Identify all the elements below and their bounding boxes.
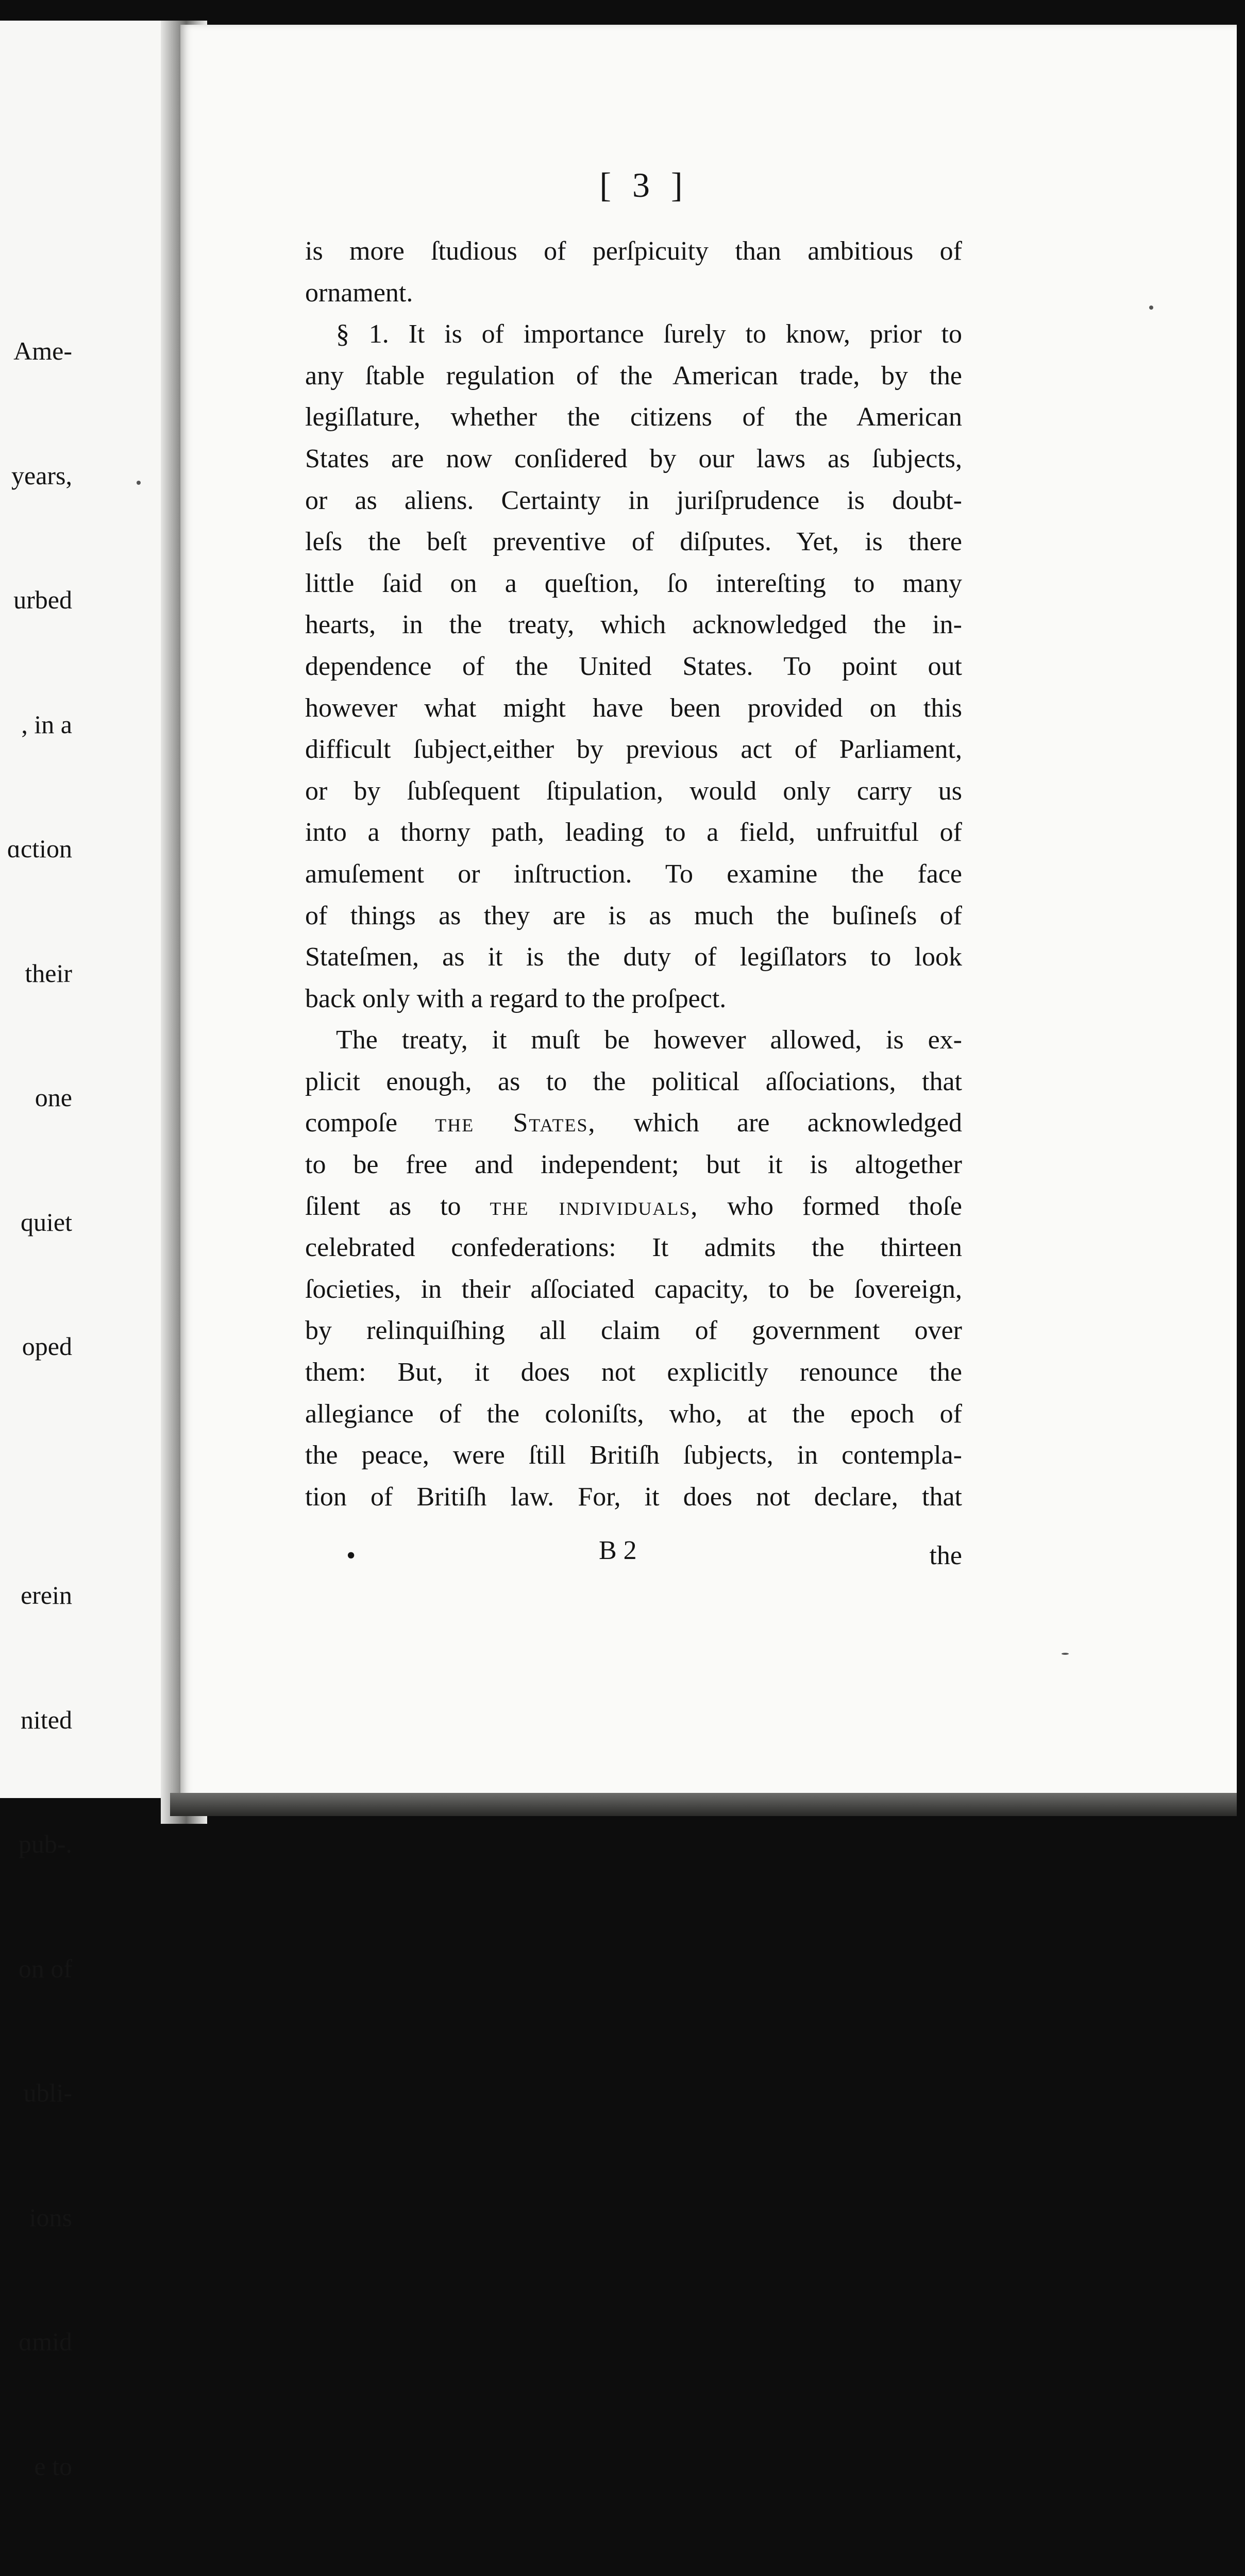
left-line: , in a	[21, 709, 72, 739]
page-bottom-edge	[170, 1793, 1237, 1816]
left-line: on of	[18, 1954, 72, 1983]
text-line: Stateſmen, as it is the duty of legiſlators to look	[305, 942, 962, 972]
page-footer	[305, 1535, 962, 1577]
paper-speck	[1149, 306, 1153, 310]
section-start-line: § 1. It is of importance ſurely to know, prior to	[336, 319, 962, 349]
page-number: [ 3 ]	[599, 165, 689, 205]
left-line: ions	[29, 2202, 72, 2232]
text-line: or by ſubſequent ſtipulation, would only carry us	[305, 776, 962, 806]
text-line: difficult ſubject,either by previous act of Parliament,	[305, 735, 962, 765]
text-line: any ſtable regulation of the American trade, by the	[305, 361, 962, 391]
text-line: of things as they are is as much the buſineſs of	[305, 901, 962, 930]
text-line: plicit enough, as to the political aſſociations, that	[305, 1066, 962, 1096]
left-line: e to	[34, 2451, 72, 2481]
small-caps-the-states: the States,	[435, 1108, 596, 1138]
left-line: oped	[22, 1332, 72, 1361]
paragraph-start-line: The treaty, it muſt be however allowed, is ex-	[336, 1025, 962, 1055]
text-line	[305, 1103, 962, 1144]
left-line: ɑmid	[19, 2327, 72, 2356]
left-line: quiet	[21, 1207, 72, 1236]
text-line: the peace, were ſtill Britiſh ſubjects, in contempla-	[305, 1440, 962, 1470]
text-line: amuſement or inſtruction. To examine the face	[305, 859, 962, 889]
left-line: one	[35, 1083, 72, 1112]
text-line: or as aliens. Certainty in juriſprudence is doubt-	[305, 485, 962, 515]
text-line: however what might have been provided on this	[305, 693, 962, 723]
text-line: them: But, it does not explicitly renounce the	[305, 1358, 962, 1387]
left-line: nited	[21, 1705, 72, 1734]
text-line: little ſaid on a queſtion, ſo intereſting to many	[305, 568, 962, 598]
text-line: tion of Britiſh law. For, it does not declare, that	[305, 1482, 962, 1512]
small-caps-the-individuals: the individuals,	[490, 1191, 699, 1221]
text-fragment: which are acknowledged	[633, 1108, 963, 1138]
footer-dot: •	[346, 1541, 356, 1570]
text-line: ſocieties, in their aſſociated capacity, to be ſovereign,	[305, 1274, 962, 1304]
text-line: States are now conſidered by our laws as ſubjects,	[305, 444, 962, 473]
paper-speck	[137, 481, 141, 485]
text-line: to be free and independent; but it is altogether	[305, 1150, 962, 1180]
text-fragment: ſilent as to	[305, 1191, 461, 1221]
text-line: by relinquiſhing all claim of government over	[305, 1316, 962, 1346]
left-line: ubli-	[23, 2078, 72, 2107]
paper-speck	[1062, 1653, 1069, 1655]
left-line: urbed	[13, 585, 72, 614]
text-fragment: who formed thoſe	[727, 1191, 963, 1221]
text-line: legiſlature, whether the citizens of the American	[305, 402, 962, 432]
text-line	[305, 1186, 962, 1228]
text-line: hearts, in the treaty, which acknowledged the in-	[305, 610, 962, 640]
left-line: their	[25, 958, 72, 988]
body-text	[305, 231, 962, 1518]
left-line	[0, 1450, 72, 1492]
left-line: years,	[11, 461, 72, 490]
text-line: back only with a regard to the proſpect.	[305, 984, 727, 1013]
text-line: dependence of the United States. To point out	[305, 651, 962, 681]
text-line: ornament.	[305, 278, 413, 308]
left-line: ɑction	[7, 834, 72, 863]
left-page-text	[0, 247, 72, 2576]
text-line: leſs the beſt preventive of diſputes. Yet, is there	[305, 527, 962, 557]
text-line: into a thorny path, leading to a field, unfruitful of	[305, 818, 962, 848]
text-line: celebrated confederations: It admits the thirteen	[305, 1233, 962, 1263]
text-fragment: compoſe	[305, 1108, 398, 1138]
left-line: Ame-	[13, 336, 72, 365]
left-line	[0, 2570, 72, 2576]
left-line: erein	[21, 1581, 72, 1609]
text-line: is more ſtudious of perſpicuity than ambitious of	[305, 236, 962, 266]
signature-mark: B 2	[599, 1536, 637, 1565]
left-line: pub-.	[18, 1829, 72, 1858]
text-line: allegiance of the coloniſts, who, at the epoch of	[305, 1399, 962, 1429]
catchword: the	[929, 1541, 962, 1570]
